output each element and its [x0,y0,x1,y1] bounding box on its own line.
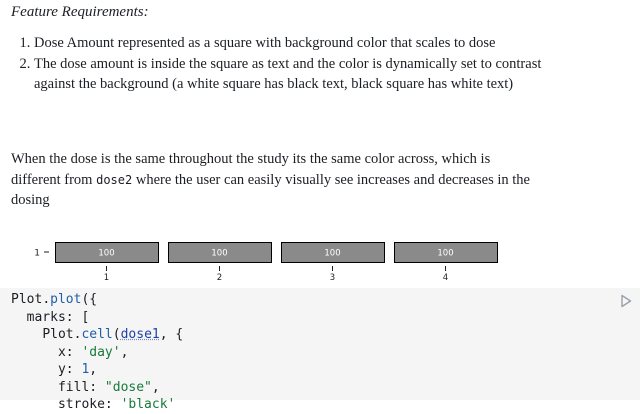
requirement-item: 2. The dose amount is inside the square as text and the color is dynamically set to contrast against the background (a white square has black text, black square has white text) [34,54,544,95]
dose-cell-label: 100 [98,248,115,259]
code-cell[interactable] [0,288,640,412]
inline-code: dose2 [96,172,133,187]
dose-cell-label: 100 [437,248,454,259]
x-tick-label: 1 [103,273,110,283]
x-tick-label: 4 [442,273,449,283]
dose-cell-label: 100 [211,248,228,259]
code-editor[interactable]: Plot.plot({ marks: [ Plot.cell(dose1, { x: 'day', y: 1, fill: "dose", stroke: 'black' [11,292,184,412]
requirements-list [14,33,544,95]
x-tick-label: 3 [329,273,336,283]
section-heading: Feature Requirements: [11,4,149,20]
dose-cell-plot [0,232,640,290]
dose-cell-label: 100 [324,248,341,259]
description-paragraph [11,149,531,211]
y-tick-label: 1 [34,248,40,259]
requirement-item: 1. Dose Amount represented as a square with background color that scales to dose [34,33,544,54]
paragraph-text: When the dose is the same throughout the study its the same color across, which is different from [11,151,491,188]
x-tick-label: 2 [216,273,223,283]
play-icon[interactable] [620,294,632,308]
paragraph-text: where the user can easily visually see increases and decreases in the dosing [11,171,530,208]
